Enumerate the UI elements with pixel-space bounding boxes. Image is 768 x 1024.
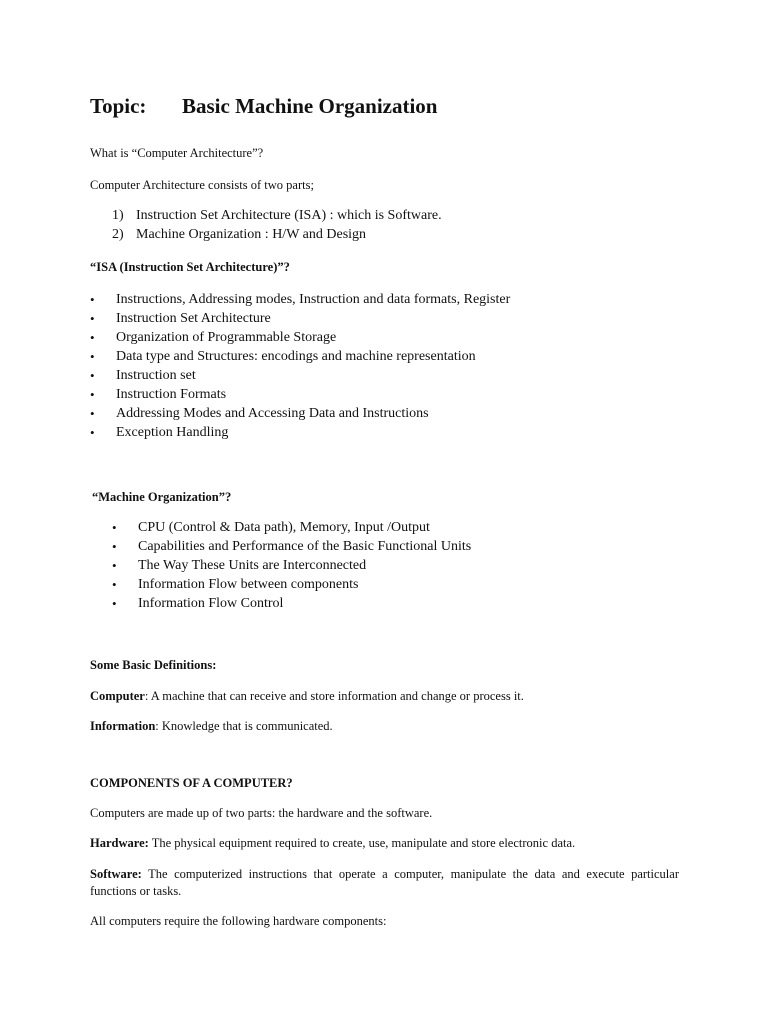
list-item: • Capabilities and Performance of the Basic Functional Units xyxy=(112,539,472,554)
machine-org-list xyxy=(112,518,692,613)
software-def-text: The computerized instructions that operate a computer, manipulate the data and execute particular functions or tasks. xyxy=(90,867,679,898)
isa-heading: “ISA (Instruction Set Architecture)”? xyxy=(90,260,290,274)
list-item: • Addressing Modes and Accessing Data and Instructions xyxy=(90,406,429,421)
components-intro: Computers are made up of two parts: the hardware and the software. xyxy=(90,806,433,820)
machine-org-heading: “Machine Organization”? xyxy=(92,490,232,504)
list-item: • Instructions, Addressing modes, Instruction and data formats, Register xyxy=(90,292,511,307)
architecture-parts-list xyxy=(112,206,672,244)
isa-list xyxy=(90,290,690,442)
page-title: Basic Machine Organization xyxy=(182,94,438,118)
information-definition xyxy=(90,719,333,734)
intro-answer: Computer Architecture consists of two parts; xyxy=(90,178,314,192)
information-term: Information xyxy=(90,719,156,733)
list-item: 1) Instruction Set Architecture (ISA) : which is Software. xyxy=(112,208,442,223)
components-heading: COMPONENTS OF A COMPUTER? xyxy=(90,776,293,790)
list-item: • Organization of Programmable Storage xyxy=(90,330,337,345)
information-def-text: : Knowledge that is communicated. xyxy=(155,719,333,733)
list-item: • Instruction Set Architecture xyxy=(90,311,271,326)
computer-def-text: : A machine that can receive and store information and change or process it. xyxy=(144,689,524,703)
list-item: • Information Flow between components xyxy=(112,577,359,592)
hardware-definition xyxy=(90,836,575,851)
definitions-heading: Some Basic Definitions: xyxy=(90,658,217,672)
list-item: • Instruction set xyxy=(90,368,196,383)
hardware-term: Hardware: xyxy=(90,836,149,850)
hardware-def-text: The physical equipment required to create, use, manipulate and store electronic data. xyxy=(148,836,576,850)
list-item: • The Way These Units are Interconnected xyxy=(112,558,367,573)
list-item: • CPU (Control & Data path), Memory, Input /Output xyxy=(112,520,430,535)
software-definition xyxy=(90,866,679,900)
software-term: Software: xyxy=(90,867,142,881)
list-item: • Exception Handling xyxy=(90,425,229,440)
topic-label: Topic: xyxy=(90,94,147,118)
list-item: 2) Machine Organization : H/W and Design xyxy=(112,227,367,242)
list-item: • Information Flow Control xyxy=(112,596,284,611)
intro-question: What is “Computer Architecture”? xyxy=(90,146,264,160)
computer-definition xyxy=(90,689,524,704)
list-item: • Instruction Formats xyxy=(90,387,227,402)
list-item: • Data type and Structures: encodings and machine representation xyxy=(90,349,476,364)
components-closing: All computers require the following hardware components: xyxy=(90,914,387,928)
computer-term: Computer xyxy=(90,689,145,703)
